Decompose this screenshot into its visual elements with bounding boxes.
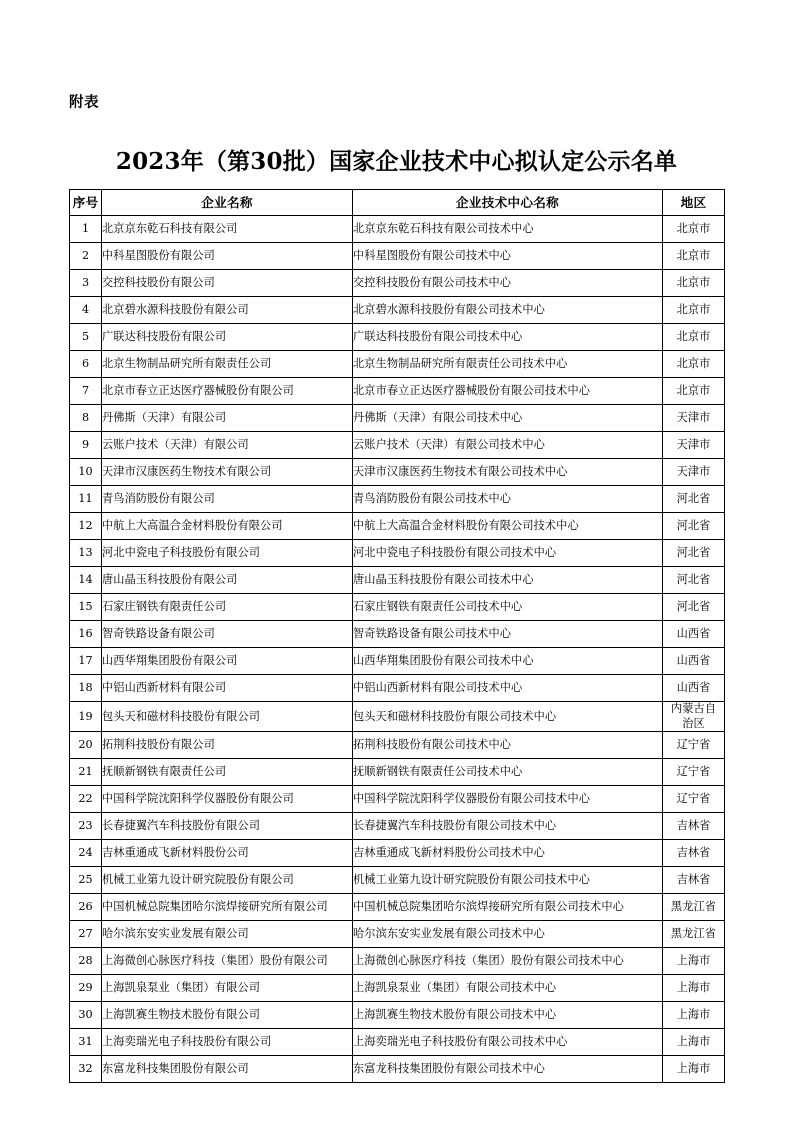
cell-company-name: 中国科学院沈阳科学仪器股份有限公司: [102, 786, 353, 813]
cell-index: 21: [70, 759, 102, 786]
cell-region: 北京市: [663, 297, 725, 324]
table-row: [70, 786, 725, 813]
table-row: [70, 540, 725, 567]
table-row: [70, 216, 725, 243]
cell-company-name: 北京京东乾石科技有限公司: [102, 216, 353, 243]
cell-region: 河北省: [663, 567, 725, 594]
cell-index: 26: [70, 894, 102, 921]
table-row: [70, 621, 725, 648]
cell-region: 北京市: [663, 378, 725, 405]
cell-index: 10: [70, 459, 102, 486]
cell-index: 3: [70, 270, 102, 297]
page-title: 2023年（第30批）国家企业技术中心拟认定公示名单: [115, 148, 678, 176]
cell-index: 20: [70, 732, 102, 759]
cell-company-name: 包头天和磁材科技股份有限公司: [102, 702, 353, 732]
cell-region: 辽宁省: [663, 786, 725, 813]
table-row: [70, 513, 725, 540]
cell-tech-center-name: 北京生物制品研究所有限责任公司技术中心: [353, 351, 663, 378]
cell-region: 黑龙江省: [663, 894, 725, 921]
cell-company-name: 云账户技术（天津）有限公司: [102, 432, 353, 459]
table-row: [70, 594, 725, 621]
table-row: [70, 270, 725, 297]
cell-tech-center-name: 机械工业第九设计研究院股份有限公司技术中心: [353, 867, 663, 894]
cell-index: 4: [70, 297, 102, 324]
cell-tech-center-name: 抚顺新钢铁有限责任公司技术中心: [353, 759, 663, 786]
cell-index: 5: [70, 324, 102, 351]
cell-company-name: 河北中瓷电子科技股份有限公司: [102, 540, 353, 567]
cell-company-name: 抚顺新钢铁有限责任公司: [102, 759, 353, 786]
cell-region: 辽宁省: [663, 759, 725, 786]
cell-company-name: 上海奕瑞光电子科技股份有限公司: [102, 1029, 353, 1056]
cell-tech-center-name: 中航上大高温合金材料股份有限公司技术中心: [353, 513, 663, 540]
cell-tech-center-name: 中国机械总院集团哈尔滨焊接研究所有限公司技术中心: [353, 894, 663, 921]
cell-region: 黑龙江省: [663, 921, 725, 948]
cell-index: 28: [70, 948, 102, 975]
cell-company-name: 哈尔滨东安实业发展有限公司: [102, 921, 353, 948]
column-header-company: 企业名称: [102, 190, 353, 216]
cell-company-name: 中铝山西新材料有限公司: [102, 675, 353, 702]
cell-tech-center-name: 北京京东乾石科技有限公司技术中心: [353, 216, 663, 243]
cell-region: 天津市: [663, 459, 725, 486]
table-row: [70, 459, 725, 486]
cell-region: 山西省: [663, 675, 725, 702]
table-row: [70, 1029, 725, 1056]
cell-index: 19: [70, 702, 102, 732]
cell-index: 24: [70, 840, 102, 867]
table-row: [70, 324, 725, 351]
cell-tech-center-name: 北京市春立正达医疗器械股份有限公司技术中心: [353, 378, 663, 405]
cell-index: 8: [70, 405, 102, 432]
cell-index: 12: [70, 513, 102, 540]
cell-company-name: 丹佛斯（天津）有限公司: [102, 405, 353, 432]
listing-table-container: [69, 189, 724, 1083]
cell-tech-center-name: 广联达科技股份有限公司技术中心: [353, 324, 663, 351]
cell-region: 北京市: [663, 216, 725, 243]
cell-tech-center-name: 上海凯赛生物技术股份有限公司技术中心: [353, 1002, 663, 1029]
cell-company-name: 广联达科技股份有限公司: [102, 324, 353, 351]
cell-index: 6: [70, 351, 102, 378]
cell-region: 山西省: [663, 648, 725, 675]
cell-company-name: 青鸟消防股份有限公司: [102, 486, 353, 513]
column-header-index: 序号: [70, 190, 102, 216]
cell-index: 25: [70, 867, 102, 894]
table-row: [70, 1002, 725, 1029]
cell-tech-center-name: 吉林重通成飞新材料股份公司技术中心: [353, 840, 663, 867]
cell-company-name: 上海凯泉泵业（集团）有限公司: [102, 975, 353, 1002]
cell-company-name: 吉林重通成飞新材料股份公司: [102, 840, 353, 867]
cell-tech-center-name: 天津市汉康医药生物技术有限公司技术中心: [353, 459, 663, 486]
cell-region: 河北省: [663, 540, 725, 567]
cell-tech-center-name: 青鸟消防股份有限公司技术中心: [353, 486, 663, 513]
cell-index: 15: [70, 594, 102, 621]
cell-region: 上海市: [663, 1056, 725, 1083]
table-row: [70, 840, 725, 867]
enterprise-listing-table: [69, 189, 725, 1083]
attachment-label: 附表: [69, 94, 99, 111]
region-line: 内蒙古自: [670, 702, 717, 715]
cell-tech-center-name: 交控科技股份有限公司技术中心: [353, 270, 663, 297]
table-row: [70, 648, 725, 675]
cell-region: 吉林省: [663, 813, 725, 840]
table-row: [70, 948, 725, 975]
cell-company-name: 机械工业第九设计研究院股份有限公司: [102, 867, 353, 894]
cell-index: 23: [70, 813, 102, 840]
table-row: [70, 732, 725, 759]
table-row: [70, 894, 725, 921]
cell-company-name: 上海凯赛生物技术股份有限公司: [102, 1002, 353, 1029]
cell-tech-center-name: 拓荆科技股份有限公司技术中心: [353, 732, 663, 759]
table-row: [70, 432, 725, 459]
cell-region: 河北省: [663, 594, 725, 621]
cell-region: [663, 702, 725, 732]
table-row: [70, 759, 725, 786]
cell-index: 2: [70, 243, 102, 270]
cell-tech-center-name: 上海奕瑞光电子科技股份有限公司技术中心: [353, 1029, 663, 1056]
cell-region: 上海市: [663, 975, 725, 1002]
table-row: [70, 867, 725, 894]
cell-index: 7: [70, 378, 102, 405]
cell-tech-center-name: 云账户技术（天津）有限公司技术中心: [353, 432, 663, 459]
table-row: [70, 351, 725, 378]
cell-region: 北京市: [663, 243, 725, 270]
column-header-region: 地区: [663, 190, 725, 216]
cell-index: 27: [70, 921, 102, 948]
region-line: 治区: [682, 716, 705, 730]
cell-region: 辽宁省: [663, 732, 725, 759]
cell-tech-center-name: 山西华翔集团股份有限公司技术中心: [353, 648, 663, 675]
cell-company-name: 北京生物制品研究所有限责任公司: [102, 351, 353, 378]
cell-index: 17: [70, 648, 102, 675]
cell-index: 13: [70, 540, 102, 567]
cell-company-name: 中科星图股份有限公司: [102, 243, 353, 270]
cell-tech-center-name: 东富龙科技集团股份有限公司技术中心: [353, 1056, 663, 1083]
table-row: [70, 243, 725, 270]
cell-company-name: 智奇铁路设备有限公司: [102, 621, 353, 648]
cell-tech-center-name: 丹佛斯（天津）有限公司技术中心: [353, 405, 663, 432]
cell-tech-center-name: 哈尔滨东安实业发展有限公司技术中心: [353, 921, 663, 948]
cell-region: 吉林省: [663, 840, 725, 867]
cell-company-name: 中航上大高温合金材料股份有限公司: [102, 513, 353, 540]
table-row: [70, 405, 725, 432]
cell-index: 14: [70, 567, 102, 594]
cell-region: 河北省: [663, 513, 725, 540]
cell-region: 上海市: [663, 1029, 725, 1056]
cell-region: 山西省: [663, 621, 725, 648]
table-header: [70, 190, 725, 216]
column-header-center: 企业技术中心名称: [353, 190, 663, 216]
cell-company-name: 北京市春立正达医疗器械股份有限公司: [102, 378, 353, 405]
cell-company-name: 唐山晶玉科技股份有限公司: [102, 567, 353, 594]
table-row: [70, 813, 725, 840]
cell-tech-center-name: 唐山晶玉科技股份有限公司技术中心: [353, 567, 663, 594]
cell-company-name: 山西华翔集团股份有限公司: [102, 648, 353, 675]
region-wrapped-text: [663, 702, 724, 731]
cell-tech-center-name: 中科星图股份有限公司技术中心: [353, 243, 663, 270]
table-row: [70, 702, 725, 732]
cell-company-name: 交控科技股份有限公司: [102, 270, 353, 297]
cell-region: 北京市: [663, 351, 725, 378]
cell-region: 上海市: [663, 1002, 725, 1029]
cell-tech-center-name: 中国科学院沈阳科学仪器股份有限公司技术中心: [353, 786, 663, 813]
cell-region: 上海市: [663, 948, 725, 975]
table-row: [70, 297, 725, 324]
cell-company-name: 天津市汉康医药生物技术有限公司: [102, 459, 353, 486]
cell-index: 1: [70, 216, 102, 243]
table-row: [70, 975, 725, 1002]
cell-index: 18: [70, 675, 102, 702]
cell-tech-center-name: 河北中瓷电子科技股份有限公司技术中心: [353, 540, 663, 567]
cell-index: 31: [70, 1029, 102, 1056]
cell-index: 32: [70, 1056, 102, 1083]
cell-company-name: 上海微创心脉医疗科技（集团）股份有限公司: [102, 948, 353, 975]
cell-region: 天津市: [663, 432, 725, 459]
cell-company-name: 中国机械总院集团哈尔滨焊接研究所有限公司: [102, 894, 353, 921]
cell-tech-center-name: 上海微创心脉医疗科技（集团）股份有限公司技术中心: [353, 948, 663, 975]
cell-company-name: 北京碧水源科技股份有限公司: [102, 297, 353, 324]
table-row: [70, 567, 725, 594]
cell-region: 天津市: [663, 405, 725, 432]
table-row: [70, 378, 725, 405]
cell-index: 22: [70, 786, 102, 813]
cell-index: 11: [70, 486, 102, 513]
table-row: [70, 486, 725, 513]
cell-tech-center-name: 中铝山西新材料有限公司技术中心: [353, 675, 663, 702]
cell-tech-center-name: 上海凯泉泵业（集团）有限公司技术中心: [353, 975, 663, 1002]
cell-region: 北京市: [663, 324, 725, 351]
cell-tech-center-name: 北京碧水源科技股份有限公司技术中心: [353, 297, 663, 324]
cell-tech-center-name: 包头天和磁材科技股份有限公司技术中心: [353, 702, 663, 732]
cell-region: 北京市: [663, 270, 725, 297]
cell-company-name: 拓荆科技股份有限公司: [102, 732, 353, 759]
cell-tech-center-name: 石家庄钢铁有限责任公司技术中心: [353, 594, 663, 621]
cell-index: 30: [70, 1002, 102, 1029]
cell-region: 河北省: [663, 486, 725, 513]
cell-index: 29: [70, 975, 102, 1002]
cell-tech-center-name: 智奇铁路设备有限公司技术中心: [353, 621, 663, 648]
cell-region: 吉林省: [663, 867, 725, 894]
table-row: [70, 1056, 725, 1083]
cell-index: 9: [70, 432, 102, 459]
cell-company-name: 长春捷翼汽车科技股份有限公司: [102, 813, 353, 840]
cell-company-name: 石家庄钢铁有限责任公司: [102, 594, 353, 621]
table-row: [70, 921, 725, 948]
table-row: [70, 675, 725, 702]
cell-tech-center-name: 长春捷翼汽车科技股份有限公司技术中心: [353, 813, 663, 840]
cell-company-name: 东富龙科技集团股份有限公司: [102, 1056, 353, 1083]
table-header-row: [70, 190, 725, 216]
cell-index: 16: [70, 621, 102, 648]
table-body: [70, 216, 725, 1083]
